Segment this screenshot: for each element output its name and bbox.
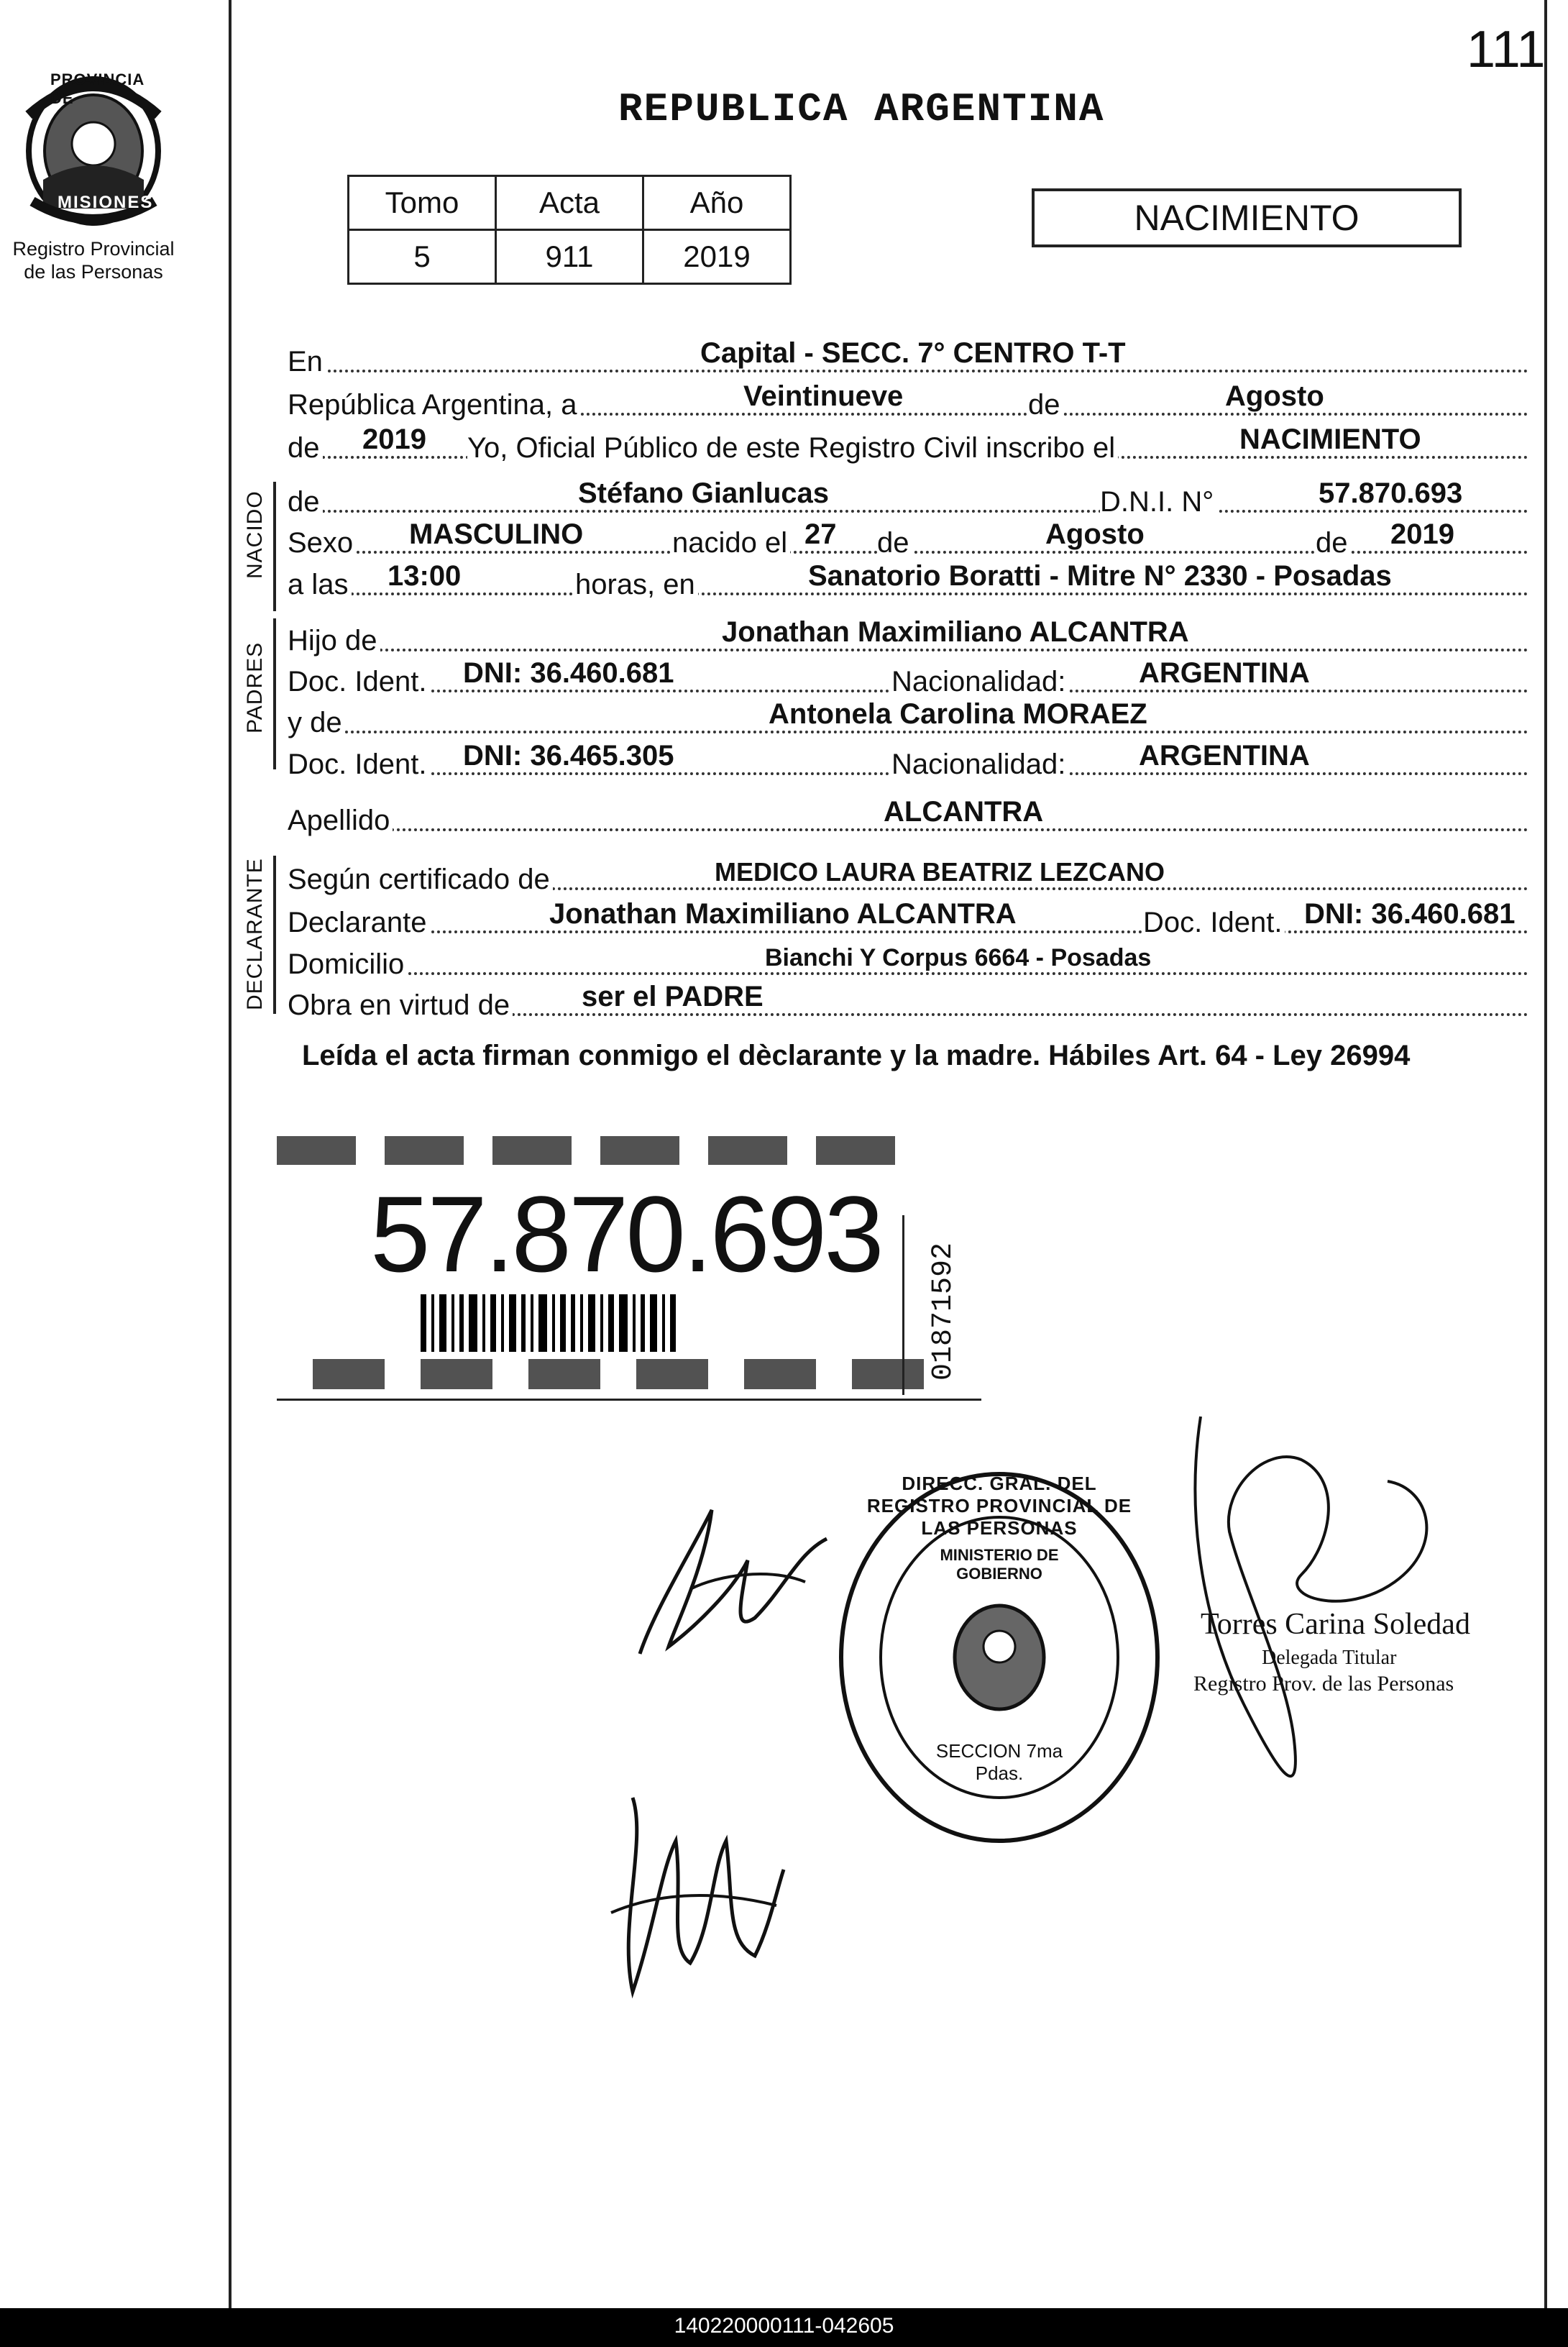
- seal-outer-text: DIRECC. GRAL. DEL REGISTRO PROVINCIAL DE LAS PERSONAS: [866, 1473, 1132, 1539]
- sexo-value: MASCULINO: [406, 518, 586, 551]
- act-type-label: NACIMIENTO: [1134, 198, 1360, 238]
- place-value: Sanatorio Boratti - Mitre N° 2330 - Posadas: [805, 560, 1395, 593]
- de-label-1: de: [1028, 389, 1063, 421]
- row-sexo: [288, 519, 1528, 562]
- row-declarante: [288, 899, 1528, 942]
- mother-nac: ARGENTINA: [1136, 740, 1313, 772]
- page-number: 111: [1467, 21, 1546, 78]
- sexo-label: Sexo: [288, 527, 356, 559]
- de-label-5: de: [1316, 527, 1351, 559]
- sticker-number: 57.870.693: [370, 1174, 881, 1294]
- day-value: Veintinueve: [741, 380, 906, 413]
- de-label-2: de: [288, 432, 323, 465]
- header-tomo: Tomo: [349, 176, 496, 230]
- agency-line-1: Registro Provincial: [12, 238, 175, 260]
- signature-official: [1157, 1402, 1503, 1805]
- page-right-line: [1544, 0, 1547, 2308]
- father-doc: DNI: 36.460.681: [460, 657, 677, 690]
- segun-label: Según certificado de: [288, 864, 553, 896]
- sticker-bottom-pattern: [313, 1359, 945, 1389]
- barcode: [421, 1294, 802, 1352]
- section-nacido: NACIDO: [243, 490, 267, 579]
- father-nac-label: Nacionalidad:: [891, 666, 1068, 698]
- footer-bar: [0, 2308, 1568, 2347]
- closing-text: Leída el acta firman conmigo el dèclarante y la madre. Hábiles Art. 64 - Ley 26994: [302, 1040, 1411, 1071]
- official-name: Torres Carina Soledad: [1201, 1608, 1470, 1641]
- republica-label: República Argentina, a: [288, 389, 580, 421]
- row-year: [288, 424, 1528, 467]
- row-father-doc: [288, 658, 1528, 701]
- section-padres: PADRES: [243, 641, 267, 733]
- sticker-top-pattern: [277, 1136, 909, 1165]
- row-hora: [288, 561, 1528, 604]
- mother-doc: DNI: 36.465.305: [460, 740, 677, 772]
- page-margin-line: [229, 0, 231, 2308]
- de-label-3: de: [288, 486, 323, 518]
- footer-code: 140220000111-042605: [674, 2314, 894, 2338]
- birth-day: 27: [802, 518, 840, 551]
- row-en: [288, 338, 1528, 381]
- dni-label: D.N.I. N°: [1100, 486, 1216, 518]
- yde-label: y de: [288, 707, 345, 739]
- nacido-label: nacido el: [672, 527, 790, 559]
- apellido-label: Apellido: [288, 805, 393, 837]
- decl-doc-label: Doc. Ident.: [1143, 907, 1285, 939]
- mother-name: Antonela Carolina MORAEZ: [766, 698, 1150, 731]
- official-seal: [834, 1467, 1165, 1848]
- segun-value: MEDICO LAURA BEATRIZ LEZCANO: [712, 857, 1168, 887]
- agency-name: [0, 237, 187, 283]
- birth-year: 2019: [1388, 518, 1457, 551]
- official-title: Delegada Titular: [1262, 1647, 1397, 1669]
- signature-bottom: [604, 1783, 791, 2013]
- registry-table: [347, 175, 792, 285]
- agency-line-2: de las Personas: [24, 261, 163, 283]
- month-value: Agosto: [1222, 380, 1327, 413]
- value-acta: 911: [496, 230, 643, 284]
- emblem-text-top: PROVINCIA DE: [50, 70, 145, 107]
- hora-value: 13:00: [385, 560, 464, 593]
- obra-label: Obra en virtud de: [288, 989, 513, 1022]
- header-anio: Año: [643, 176, 791, 230]
- de-label-4: de: [877, 527, 912, 559]
- father-name: Jonathan Maximiliano ALCANTRA: [719, 616, 1192, 649]
- dni-value: 57.870.693: [1316, 477, 1465, 510]
- alas-label: a las: [288, 569, 352, 601]
- birth-month: Agosto: [1042, 518, 1147, 551]
- emblem-text-bottom: MISIONES: [58, 193, 154, 212]
- obra-value: ser el PADRE: [579, 981, 766, 1013]
- signature-left: [625, 1481, 841, 1668]
- act-value: NACIMIENTO: [1237, 424, 1424, 456]
- value-tomo: 5: [349, 230, 496, 284]
- horas-label: horas, en: [575, 569, 698, 601]
- row-mother: [288, 699, 1528, 742]
- domicilio-label: Domicilio: [288, 948, 407, 981]
- father-doc-label: Doc. Ident.: [288, 666, 429, 698]
- mother-doc-label: Doc. Ident.: [288, 749, 429, 781]
- en-label: En: [288, 346, 326, 378]
- child-name: Stéfano Gianlucas: [575, 477, 832, 510]
- row-obra: [288, 982, 1528, 1025]
- en-value: Capital - SECC. 7° CENTRO T-T: [697, 337, 1129, 370]
- value-anio: 2019: [643, 230, 791, 284]
- mother-nac-label: Nacionalidad:: [891, 749, 1068, 781]
- sticker-serial: 01871592: [927, 1242, 960, 1381]
- father-nac: ARGENTINA: [1136, 657, 1313, 690]
- act-type-box: [1032, 188, 1462, 247]
- seal-section-text: SECCION 7ma Pdas.: [935, 1740, 1063, 1784]
- declarante-label: Declarante: [288, 907, 429, 939]
- row-republica: [288, 381, 1528, 424]
- seal-inner-text: MINISTERIO DE GOBIERNO: [940, 1546, 1059, 1583]
- row-name: [288, 478, 1528, 521]
- row-mother-doc: [288, 741, 1528, 784]
- row-apellido: [288, 797, 1528, 840]
- country-title: REPUBLICA ARGENTINA: [618, 86, 1105, 132]
- yo-label: Yo, Oficial Público de este Registro Civil inscribo el: [467, 432, 1118, 465]
- header-acta: Acta: [496, 176, 643, 230]
- decl-doc-value: DNI: 36.460.681: [1301, 898, 1518, 930]
- domicilio-value: Bianchi Y Corpus 6664 - Posadas: [762, 944, 1154, 972]
- row-segun: [288, 856, 1528, 899]
- sticker-bottom-line: [277, 1399, 981, 1401]
- official-office: Registro Prov. de las Personas: [1193, 1672, 1454, 1696]
- row-domicilio: [288, 941, 1528, 984]
- hijo-label: Hijo de: [288, 625, 380, 657]
- province-emblem: [14, 65, 173, 230]
- section-declarante: DECLARANTE: [243, 858, 267, 1010]
- sticker-divider: [902, 1215, 904, 1395]
- declarante-value: Jonathan Maximiliano ALCANTRA: [546, 898, 1019, 930]
- year-value: 2019: [359, 424, 429, 456]
- apellido-value: ALCANTRA: [881, 796, 1046, 828]
- barcode-sticker: [277, 1136, 981, 1406]
- row-hijo: [288, 617, 1528, 660]
